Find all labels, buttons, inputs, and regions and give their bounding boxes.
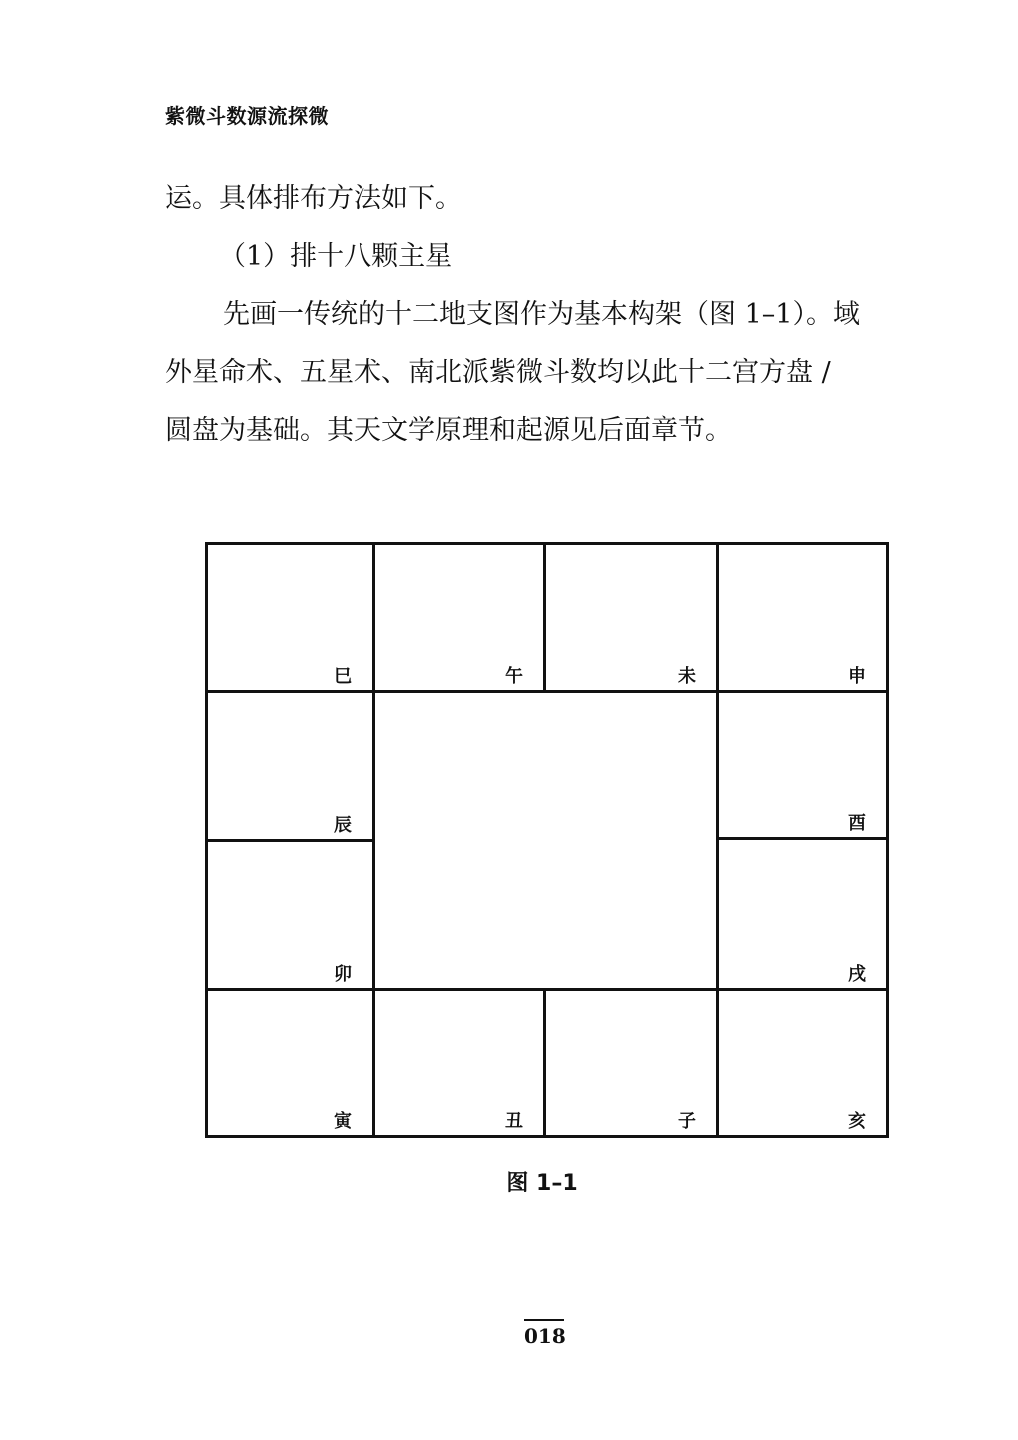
paragraph-1 <box>165 170 945 228</box>
palace-mao <box>205 839 375 991</box>
palace-si <box>205 542 375 693</box>
section-heading-text: （1）排十八颗主星 <box>219 241 453 272</box>
palace-wei <box>543 542 719 693</box>
page-number: 018 <box>524 1324 566 1348</box>
palace-xu <box>716 837 889 991</box>
palace-hai-label: 亥 <box>848 1111 866 1132</box>
palace-shen <box>716 542 889 693</box>
palace-hai <box>716 988 889 1138</box>
palace-si-label: 巳 <box>334 666 352 687</box>
palace-wei-label: 未 <box>678 666 696 687</box>
paragraph-3-line-2: 外星命术、五星术、南北派紫微斗数均以此十二宫方盘 / <box>165 357 831 388</box>
palace-you-label: 酉 <box>848 813 866 834</box>
page-number-rule <box>524 1319 564 1321</box>
palace-zi-label: 子 <box>678 1111 696 1132</box>
palace-mao-label: 卯 <box>334 964 352 985</box>
paragraph-3-line-1: 先画一传统的十二地支图作为基本构架（图 1–1）。域 <box>223 299 860 330</box>
palace-yin-label: 寅 <box>334 1111 352 1132</box>
palace-wu-label: 午 <box>505 666 523 687</box>
palace-zi <box>543 988 719 1138</box>
twelve-branches-chart <box>205 542 889 1138</box>
paragraph-3 <box>165 286 945 460</box>
palace-chen <box>205 690 375 842</box>
palace-shen-label: 申 <box>848 666 866 687</box>
palace-wu <box>372 542 546 693</box>
palace-chou-label: 丑 <box>505 1111 523 1132</box>
paragraph-1-text: 运。具体排布方法如下。 <box>165 183 462 214</box>
palace-you <box>716 690 889 840</box>
paragraph-3-line-3: 圆盘为基础。其天文学原理和起源见后面章节。 <box>165 415 732 446</box>
palace-chou <box>372 988 546 1138</box>
figure-caption: 图 1–1 <box>506 1171 578 1196</box>
running-head: 紫微斗数源流探微 <box>165 104 329 128</box>
palace-yin <box>205 988 375 1138</box>
palace-xu-label: 戌 <box>848 964 866 985</box>
chart-center <box>372 690 719 991</box>
palace-chen-label: 辰 <box>334 815 352 836</box>
section-heading <box>165 228 999 286</box>
